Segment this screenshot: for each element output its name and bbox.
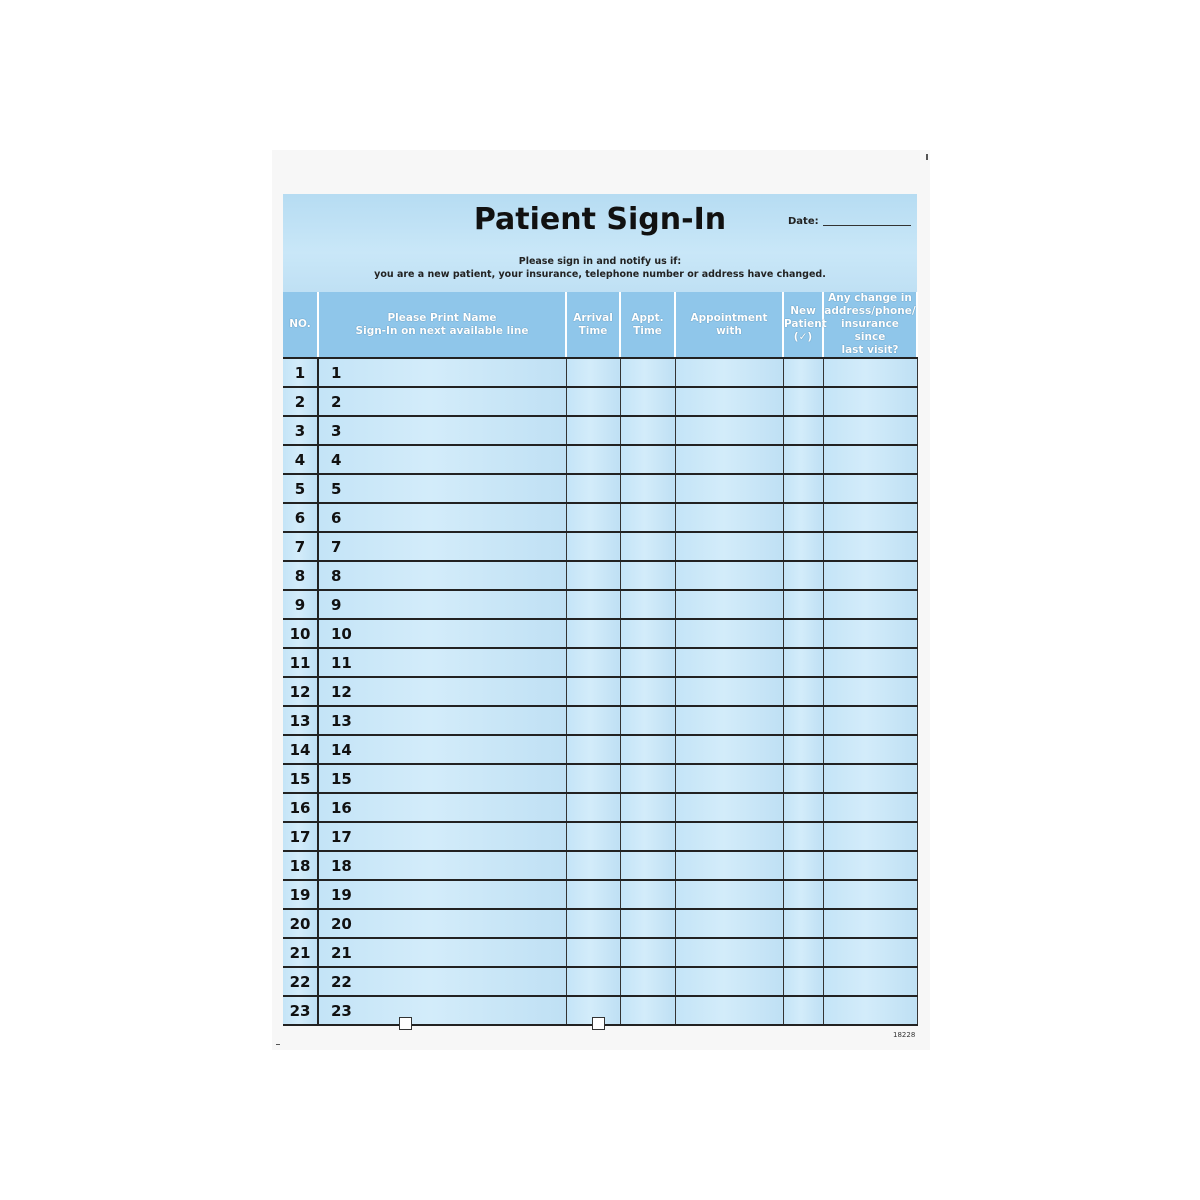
new-patient-cell[interactable]: [783, 996, 823, 1025]
any-change-cell[interactable]: [823, 822, 917, 851]
name-cell[interactable]: 1: [318, 358, 566, 387]
form-code: 18228: [893, 1031, 916, 1039]
arrival-time-cell[interactable]: [566, 677, 620, 706]
row-number: 8: [283, 561, 318, 590]
col-header-any-change: Any change in address/phone/ insurance since last visit?: [824, 292, 916, 356]
appointment-with-cell[interactable]: [675, 764, 783, 793]
appointment-with-cell[interactable]: [675, 561, 783, 590]
table-row: [283, 793, 917, 822]
appointment-with-cell[interactable]: [675, 735, 783, 764]
table-row: [283, 851, 917, 880]
name-cell[interactable]: 7: [318, 532, 566, 561]
appt-time-cell[interactable]: [620, 967, 675, 996]
appt-time-cell[interactable]: [620, 851, 675, 880]
new-patient-cell[interactable]: [783, 532, 823, 561]
new-patient-cell[interactable]: [783, 677, 823, 706]
any-change-cell[interactable]: [823, 706, 917, 735]
row-number: 13: [283, 706, 318, 735]
name-cell[interactable]: 5: [318, 474, 566, 503]
table-row: [283, 590, 917, 619]
name-cell[interactable]: 9: [318, 590, 566, 619]
appt-time-cell[interactable]: [620, 445, 675, 474]
appointment-with-cell[interactable]: [675, 387, 783, 416]
name-cell[interactable]: 23: [318, 996, 566, 1025]
appt-time-cell[interactable]: [620, 474, 675, 503]
appointment-with-cell[interactable]: [675, 619, 783, 648]
row-number: 3: [283, 416, 318, 445]
any-change-cell[interactable]: [823, 619, 917, 648]
any-change-cell[interactable]: [823, 648, 917, 677]
row-number: 16: [283, 793, 318, 822]
date-line[interactable]: [823, 225, 911, 226]
any-change-cell[interactable]: [823, 387, 917, 416]
name-cell[interactable]: 16: [318, 793, 566, 822]
col-header-appt-time: Appt. Time: [620, 292, 675, 358]
arrival-time-cell[interactable]: [566, 735, 620, 764]
arrival-time-cell[interactable]: [566, 822, 620, 851]
appointment-with-cell[interactable]: [675, 503, 783, 532]
new-patient-cell[interactable]: [783, 764, 823, 793]
new-patient-cell[interactable]: [783, 561, 823, 590]
table-row: [283, 764, 917, 793]
appointment-with-cell[interactable]: [675, 677, 783, 706]
appointment-with-cell[interactable]: [675, 851, 783, 880]
name-cell[interactable]: 8: [318, 561, 566, 590]
appointment-with-cell[interactable]: [675, 474, 783, 503]
name-cell[interactable]: 18: [318, 851, 566, 880]
appt-time-cell[interactable]: [620, 706, 675, 735]
new-patient-cell[interactable]: [783, 619, 823, 648]
arrival-time-cell[interactable]: [566, 474, 620, 503]
name-cell[interactable]: 20: [318, 909, 566, 938]
appointment-with-cell[interactable]: [675, 358, 783, 387]
appt-time-cell[interactable]: [620, 677, 675, 706]
row-number: 5: [283, 474, 318, 503]
row-number: 6: [283, 503, 318, 532]
any-change-cell[interactable]: [823, 590, 917, 619]
appt-time-cell[interactable]: [620, 996, 675, 1025]
appointment-with-cell[interactable]: [675, 793, 783, 822]
row-number: 22: [283, 967, 318, 996]
table-row: [283, 822, 917, 851]
table-row: [283, 561, 917, 590]
arrival-time-cell[interactable]: [566, 909, 620, 938]
new-patient-cell[interactable]: [783, 590, 823, 619]
arrival-time-cell[interactable]: [566, 387, 620, 416]
any-change-cell[interactable]: [823, 909, 917, 938]
new-patient-cell[interactable]: [783, 387, 823, 416]
appointment-with-cell[interactable]: [675, 909, 783, 938]
table-header-row: [283, 292, 917, 358]
appt-time-cell[interactable]: [620, 619, 675, 648]
any-change-cell[interactable]: [823, 851, 917, 880]
any-change-cell[interactable]: [823, 445, 917, 474]
appointment-with-cell[interactable]: [675, 532, 783, 561]
edge-mark: [926, 154, 928, 160]
col-header-appointment-with: Appointment with: [675, 292, 783, 358]
col-header-name: Please Print Name Sign-In on next available line: [318, 292, 566, 358]
new-patient-cell[interactable]: [783, 938, 823, 967]
col-header-new-patient: New Patient (✓): [783, 292, 823, 358]
name-cell[interactable]: 17: [318, 822, 566, 851]
name-cell[interactable]: 13: [318, 706, 566, 735]
table-row: [283, 387, 917, 416]
appt-time-cell[interactable]: [620, 909, 675, 938]
row-number: 23: [283, 996, 318, 1025]
arrival-time-cell[interactable]: [566, 358, 620, 387]
arrival-time-cell[interactable]: [566, 445, 620, 474]
appt-time-cell[interactable]: [620, 416, 675, 445]
arrival-time-cell[interactable]: [566, 706, 620, 735]
name-cell[interactable]: 21: [318, 938, 566, 967]
row-number: 4: [283, 445, 318, 474]
appointment-with-cell[interactable]: [675, 967, 783, 996]
appointment-with-cell[interactable]: [675, 880, 783, 909]
appointment-with-cell[interactable]: [675, 996, 783, 1025]
appointment-with-cell[interactable]: [675, 706, 783, 735]
new-patient-cell[interactable]: [783, 822, 823, 851]
any-change-cell[interactable]: [823, 793, 917, 822]
notice-line-2: you are a new patient, your insurance, telephone number or address have changed.: [374, 269, 826, 280]
any-change-cell[interactable]: [823, 996, 917, 1025]
arrival-time-cell[interactable]: [566, 416, 620, 445]
table-row: [283, 909, 917, 938]
row-number: 17: [283, 822, 318, 851]
any-change-cell[interactable]: [823, 416, 917, 445]
arrival-time-cell[interactable]: [566, 590, 620, 619]
name-cell[interactable]: 6: [318, 503, 566, 532]
notice-line-1: Please sign in and notify us if:: [518, 256, 682, 267]
new-patient-cell[interactable]: [783, 967, 823, 996]
any-change-cell[interactable]: [823, 677, 917, 706]
name-cell[interactable]: 2: [318, 387, 566, 416]
arrival-time-cell[interactable]: [566, 503, 620, 532]
row-number: 20: [283, 909, 318, 938]
appointment-with-cell[interactable]: [675, 648, 783, 677]
new-patient-cell[interactable]: [783, 416, 823, 445]
form-title: Patient Sign-In: [473, 202, 727, 237]
table-row: [283, 706, 917, 735]
new-patient-cell[interactable]: [783, 648, 823, 677]
row-number: 18: [283, 851, 318, 880]
arrival-time-cell[interactable]: [566, 561, 620, 590]
date-label: Date:: [788, 216, 819, 227]
any-change-cell[interactable]: [823, 532, 917, 561]
table-row: [283, 445, 917, 474]
name-cell[interactable]: 10: [318, 619, 566, 648]
new-patient-cell[interactable]: [783, 358, 823, 387]
arrival-time-cell[interactable]: [566, 851, 620, 880]
appt-time-cell[interactable]: [620, 561, 675, 590]
name-cell[interactable]: 22: [318, 967, 566, 996]
name-cell[interactable]: 19: [318, 880, 566, 909]
name-cell[interactable]: 3: [318, 416, 566, 445]
row-number: 14: [283, 735, 318, 764]
appt-time-cell[interactable]: [620, 503, 675, 532]
row-number: 11: [283, 648, 318, 677]
name-cell[interactable]: 4: [318, 445, 566, 474]
table-row: [283, 938, 917, 967]
appt-time-cell[interactable]: [620, 532, 675, 561]
any-change-cell[interactable]: [823, 764, 917, 793]
table-row: [283, 416, 917, 445]
appointment-with-cell[interactable]: [675, 590, 783, 619]
table-row: [283, 532, 917, 561]
name-cell[interactable]: 14: [318, 735, 566, 764]
arrival-time-cell[interactable]: [566, 967, 620, 996]
any-change-cell[interactable]: [823, 503, 917, 532]
arrival-time-cell[interactable]: [566, 793, 620, 822]
new-patient-cell[interactable]: [783, 735, 823, 764]
new-patient-cell[interactable]: [783, 445, 823, 474]
row-number: 15: [283, 764, 318, 793]
any-change-cell[interactable]: [823, 561, 917, 590]
any-change-cell[interactable]: [823, 358, 917, 387]
row-number: 12: [283, 677, 318, 706]
arrival-time-cell[interactable]: [566, 938, 620, 967]
arrival-time-cell[interactable]: [566, 619, 620, 648]
appt-time-cell[interactable]: [620, 880, 675, 909]
table-row: [283, 967, 917, 996]
col-header-no: NO.: [283, 292, 318, 358]
table-row: [283, 880, 917, 909]
sign-in-table: [283, 292, 918, 1026]
table-row: [283, 358, 917, 387]
table-row: [283, 648, 917, 677]
new-patient-cell[interactable]: [783, 793, 823, 822]
appt-time-cell[interactable]: [620, 764, 675, 793]
footer-checkbox-right[interactable]: [592, 1017, 605, 1030]
row-number: 9: [283, 590, 318, 619]
any-change-cell[interactable]: [823, 967, 917, 996]
appt-time-cell[interactable]: [620, 387, 675, 416]
name-cell[interactable]: 12: [318, 677, 566, 706]
any-change-cell[interactable]: [823, 880, 917, 909]
new-patient-cell[interactable]: [783, 851, 823, 880]
form-header: [283, 194, 917, 292]
appt-time-cell[interactable]: [620, 793, 675, 822]
table-row: [283, 474, 917, 503]
appt-time-cell[interactable]: [620, 735, 675, 764]
row-number: 10: [283, 619, 318, 648]
table-row: [283, 677, 917, 706]
name-cell[interactable]: 11: [318, 648, 566, 677]
name-cell[interactable]: 15: [318, 764, 566, 793]
table-row: [283, 735, 917, 764]
footer-checkbox-left[interactable]: [399, 1017, 412, 1030]
appointment-with-cell[interactable]: [675, 445, 783, 474]
any-change-cell[interactable]: [823, 474, 917, 503]
col-header-arrival-time: Arrival Time: [566, 292, 620, 358]
arrival-time-cell[interactable]: [566, 648, 620, 677]
appointment-with-cell[interactable]: [675, 416, 783, 445]
any-change-cell[interactable]: [823, 735, 917, 764]
appointment-with-cell[interactable]: [675, 822, 783, 851]
row-number: 19: [283, 880, 318, 909]
date-field[interactable]: [788, 216, 911, 227]
appt-time-cell[interactable]: [620, 822, 675, 851]
new-patient-cell[interactable]: [783, 503, 823, 532]
table-row: [283, 503, 917, 532]
appt-time-cell[interactable]: [620, 938, 675, 967]
arrival-time-cell[interactable]: [566, 532, 620, 561]
new-patient-cell[interactable]: [783, 909, 823, 938]
arrival-time-cell[interactable]: [566, 880, 620, 909]
appt-time-cell[interactable]: [620, 648, 675, 677]
edge-mark: [276, 1044, 280, 1045]
row-number: 1: [283, 358, 318, 387]
row-number: 21: [283, 938, 318, 967]
appointment-with-cell[interactable]: [675, 938, 783, 967]
table-row: [283, 619, 917, 648]
arrival-time-cell[interactable]: [566, 764, 620, 793]
new-patient-cell[interactable]: [783, 706, 823, 735]
new-patient-cell[interactable]: [783, 880, 823, 909]
new-patient-cell[interactable]: [783, 474, 823, 503]
appt-time-cell[interactable]: [620, 590, 675, 619]
row-number: 2: [283, 387, 318, 416]
any-change-cell[interactable]: [823, 938, 917, 967]
appt-time-cell[interactable]: [620, 358, 675, 387]
row-number: 7: [283, 532, 318, 561]
